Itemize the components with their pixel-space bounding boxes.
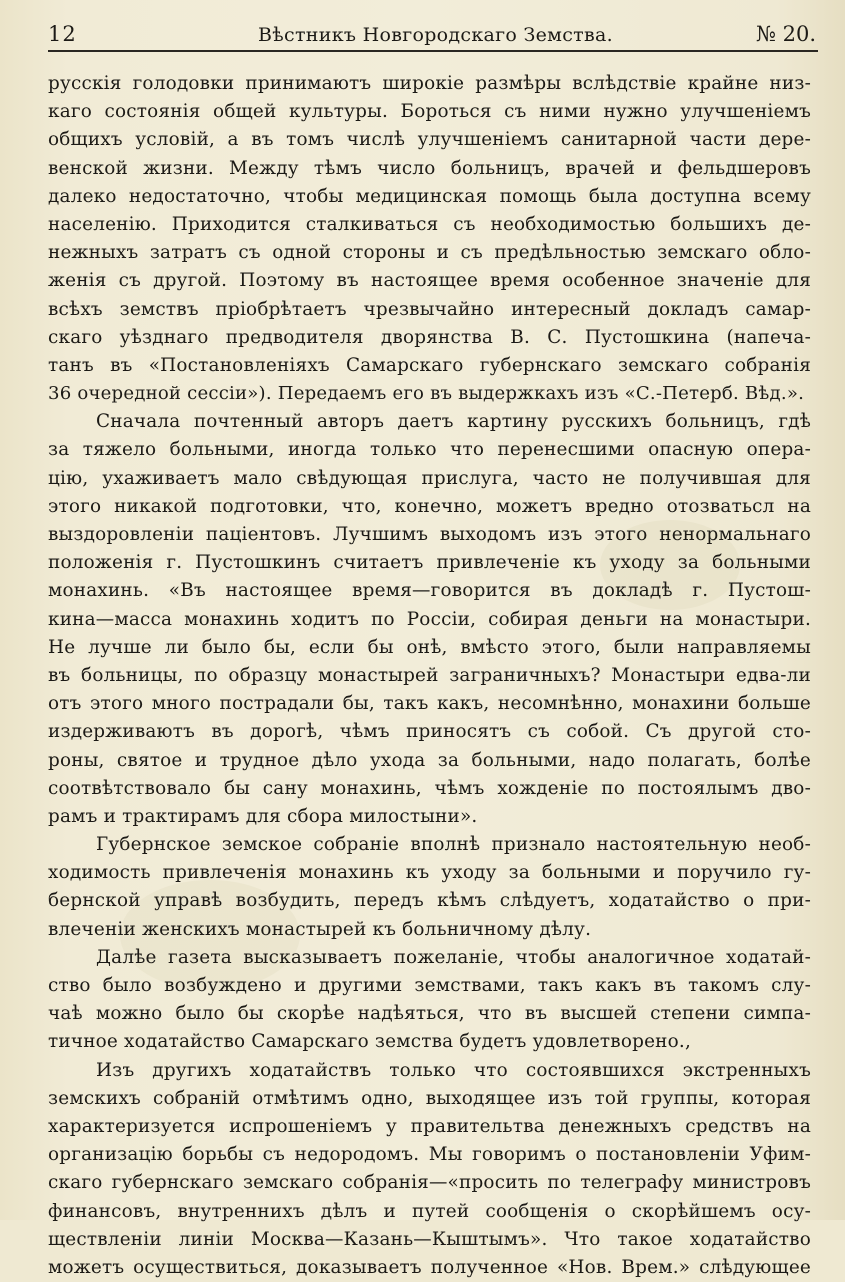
article-body xyxy=(48,70,811,1282)
text-line: общихъ условій, а въ томъ числѣ улучшеніемъ санитарной части дере- xyxy=(48,129,811,151)
text-line: финансовъ, внутреннихъ дѣлъ и путей сообщенія о скорѣйшемъ осу- xyxy=(48,1200,811,1222)
text-line: чаѣ можно было бы скорѣе надѣяться, что въ высшей степени симпа- xyxy=(48,1003,811,1025)
text-line: за тяжело больными, иногда только что перенесшими опасную опера- xyxy=(48,439,811,461)
text-line: женія съ другой. Поэтому въ настоящее время особенное значеніе для xyxy=(48,270,811,292)
text-line: издерживаютъ въ дорогѣ, чѣмъ приносятъ съ собой. Съ другой сто- xyxy=(48,721,811,743)
text-line: тичное ходатайство Самарскаго земства будетъ удовлетворено., xyxy=(48,1031,692,1053)
text-line: соотвѣтствовало бы сану монахинь, чѣмъ хожденіе по постоялымъ дво- xyxy=(48,777,811,799)
text-line: 36 очередной сессіи»). Передаемъ его въ выдержкахъ изъ «С.-Петерб. Вѣд.». xyxy=(48,383,805,405)
text-line: Далѣе газета высказываетъ пожеланіе, чтобы аналогичное ходатай- xyxy=(96,946,811,968)
text-line: рамъ и трактирамъ для сбора милостыни». xyxy=(48,805,478,827)
text-line: ходимость привлеченія монахинь къ уходу за больными и поручило гу- xyxy=(48,862,811,884)
text-line: характеризуется испрошеніемъ у правительтва денежныхъ средствъ на xyxy=(48,1115,811,1137)
text-line: роны, святое и трудное дѣло ухода за больными, надо полагать, болѣе xyxy=(48,749,811,771)
text-line: всѣхъ земствъ пріобрѣтаетъ чрезвычайно интересный докладъ самар- xyxy=(48,298,811,320)
running-title: Вѣстникъ Новгородскаго Земства. xyxy=(258,24,613,46)
text-line: каго состоянія общей культуры. Бороться съ ними нужно улучшеніемъ xyxy=(48,101,811,123)
text-line: Сначала почтенный авторъ даетъ картину русскихъ больницъ, гдѣ xyxy=(96,411,811,433)
text-line: монахинь. «Въ настоящее время—говорится въ докладѣ г. Пустош- xyxy=(48,580,811,602)
text-line: Губернское земское собраніе вполнѣ признало настоятельную необ- xyxy=(96,834,811,856)
page-header xyxy=(48,18,818,50)
text-line: отъ этого много пострадали бы, такъ какъ, несомнѣнно, монахини больше xyxy=(48,693,811,715)
header-rule xyxy=(48,50,818,52)
text-line: положенія г. Пустошкинъ считаетъ привлеченіе къ уходу за больными xyxy=(48,552,811,574)
text-line: этого никакой подготовки, что, конечно, можетъ вредно отозватьсл на xyxy=(48,495,811,517)
text-line: бернской управѣ возбудить, передъ кѣмъ слѣдуетъ, ходатайство о при- xyxy=(48,890,811,912)
text-line: можетъ осуществиться, доказываетъ полученное «Нов. Врем.» слѣдующее xyxy=(48,1256,811,1278)
text-line: Изъ другихъ ходатайствъ только что состоявшихся экстренныхъ xyxy=(96,1059,811,1081)
text-line: населенію. Приходится сталкиваться съ необходимостью большихъ де- xyxy=(48,213,811,235)
text-line: ство было возбуждено и другими земствами, такъ какъ въ такомъ слу- xyxy=(48,975,811,996)
text-line: русскія голодовки принимаютъ широкіе размѣры вслѣдствіе крайне низ- xyxy=(48,73,811,94)
text-line: организацію борьбы съ недородомъ. Мы говоримъ о постановленіи Уфим- xyxy=(48,1144,811,1166)
text-line: скаго губернскаго земскаго собранія—«просить по телеграфу министровъ xyxy=(48,1172,811,1194)
text-line: нежныхъ затратъ съ одной стороны и съ предѣльностью земскаго обло- xyxy=(48,242,811,264)
text-line: земскихъ собраній отмѣтимъ одно, выходящее изъ той группы, которая xyxy=(48,1087,811,1109)
text-line: кина—масса монахинь ходитъ по Россіи, собирая деньги на монастыри. xyxy=(48,608,811,630)
text-line: Не лучше ли было бы, если бы онѣ, вмѣсто этого, были направляемы xyxy=(48,636,811,658)
text-line: танъ въ «Постановленіяхъ Самарскаго губернскаго земскаго собранія xyxy=(48,354,811,376)
issue-number: № 20. xyxy=(756,22,816,46)
text-line: ществленіи линіи Москва—Казань—Кыштымъ». Что такое ходатайство xyxy=(48,1228,811,1250)
page-number: 12 xyxy=(48,22,77,46)
text-line: скаго уѣзднаго предводителя дворянства В. С. Пустошкина (напеча- xyxy=(48,326,811,348)
text-line: венской жизни. Между тѣмъ число больницъ, врачей и фельдшеровъ xyxy=(48,157,811,179)
text-line: далеко недостаточно, чтобы медицинская помощь была доступна всему xyxy=(48,185,811,207)
text-line: въ больницы, по образцу монастырей заграничныхъ? Монастыри едва-ли xyxy=(48,664,811,686)
text-line: цію, ухаживаетъ мало свѣдующая прислуга, часто не получившая для xyxy=(48,467,811,489)
text-line: влеченіи женскихъ монастырей къ больничному дѣлу. xyxy=(48,918,592,940)
text-line: выздоровленіи паціентовъ. Лучшимъ выходомъ изъ этого ненормальнаго xyxy=(48,524,811,545)
